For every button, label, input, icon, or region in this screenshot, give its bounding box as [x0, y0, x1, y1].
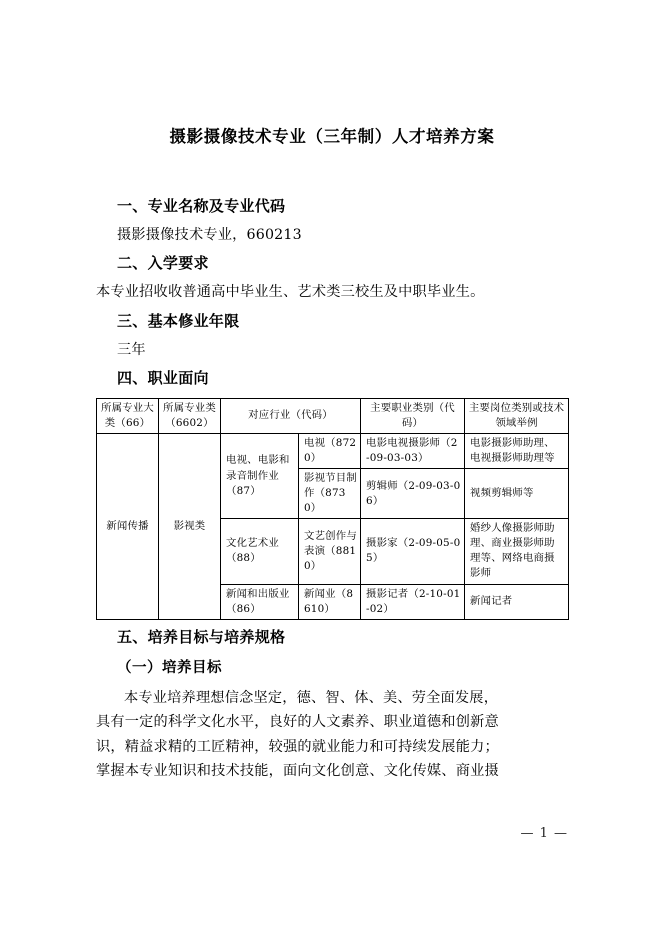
- spacer: [96, 329, 568, 343]
- table-header-row: [97, 398, 569, 433]
- table-cell-position: 婚纱人像摄影师助理、商业摄影师助理等、网络电商摄影师: [465, 519, 569, 584]
- spacer: [96, 675, 568, 691]
- table-cell-sub-industry: 文艺创作与表演（8810）: [299, 519, 361, 584]
- table-header-cell-position: 主要岗位类别或技术领域举例: [465, 398, 569, 433]
- section-heading-2: 二、入学要求: [117, 255, 209, 273]
- table-row: [97, 433, 569, 468]
- spacer: [96, 386, 568, 398]
- section-heading-5: 五、培养目标与培养规格: [117, 628, 286, 646]
- table-header-cell-major-category: 所属专业大类（66）: [97, 398, 159, 433]
- paragraph-line: 识，精益求精的工匠精神，较强的就业能力和可持续发展能力；: [96, 738, 499, 755]
- subsection-heading-5-1: （一）培养目标: [117, 658, 222, 676]
- job-orientation-table: [96, 398, 569, 620]
- paragraph-line: 具有一定的科学文化水平，良好的人文素养、职业道德和创新意: [96, 714, 499, 731]
- spacer: [96, 149, 568, 179]
- table-cell-occupation: 电影电视摄影师（2-09-03-03）: [361, 433, 465, 468]
- section-heading-1: 一、专业名称及专业代码: [117, 198, 286, 216]
- spacer: [96, 300, 568, 314]
- spacer: [96, 214, 568, 228]
- table-cell-occupation: 摄影家（2-09-05-05）: [361, 519, 465, 584]
- table-cell-occupation: 剪辑师（2-09-03-06）: [361, 469, 465, 519]
- table-cell-industry: 新闻和出版业（86）: [221, 584, 299, 619]
- page-title: 摄影摄像技术专业（三年制）人才培养方案: [169, 128, 495, 146]
- section-body-3: 三年: [117, 341, 146, 358]
- document-content: [96, 0, 568, 778]
- section-body-2: 本专业招收收普通高中毕业生、艺术类三校生及中职毕业生。: [96, 284, 485, 301]
- table-cell-position: 新闻记者: [465, 584, 569, 619]
- table-cell-industry: 电视、电影和录音制作业（87）: [221, 433, 299, 518]
- table-cell-sub-industry: 影视节目制作（8730）: [299, 469, 361, 519]
- table-header-cell-occupation: 主要职业类别（代码）: [361, 398, 465, 433]
- table-cell-industry: 文化艺术业（88）: [221, 519, 299, 584]
- spacer: [96, 357, 568, 371]
- table-cell-sub-industry: 电视（8720）: [299, 433, 361, 468]
- table-header-cell-industry: 对应行业（代码）: [221, 398, 361, 433]
- section-heading-3: 三、基本修业年限: [117, 312, 240, 330]
- table-cell-category: 影视类: [159, 433, 221, 619]
- table-cell-occupation: 摄影记者（2-10-01-02）: [361, 584, 465, 619]
- table-header-cell-category: 所属专业类（6602）: [159, 398, 221, 433]
- spacer: [96, 179, 568, 199]
- section-body-1: 摄影摄像技术专业，660213: [117, 227, 302, 244]
- page-number-footer: — 1 —: [520, 826, 568, 841]
- table-cell-major-category: 新闻传播: [97, 433, 159, 619]
- table-cell-sub-industry: 新闻业（8610）: [299, 584, 361, 619]
- section-heading-4: 四、职业面向: [117, 369, 209, 387]
- paragraph-line: 本专业培养理想信念坚定，德、智、体、美、劳全面发展，: [124, 690, 499, 707]
- paragraph-line: 掌握本专业知识和技术技能，面向文化创意、文化传媒、商业摄: [96, 762, 499, 779]
- table-cell-position: 电影摄影师助理、电视摄影师助理等: [465, 433, 569, 468]
- table-cell-position: 视频剪辑师等: [465, 469, 569, 519]
